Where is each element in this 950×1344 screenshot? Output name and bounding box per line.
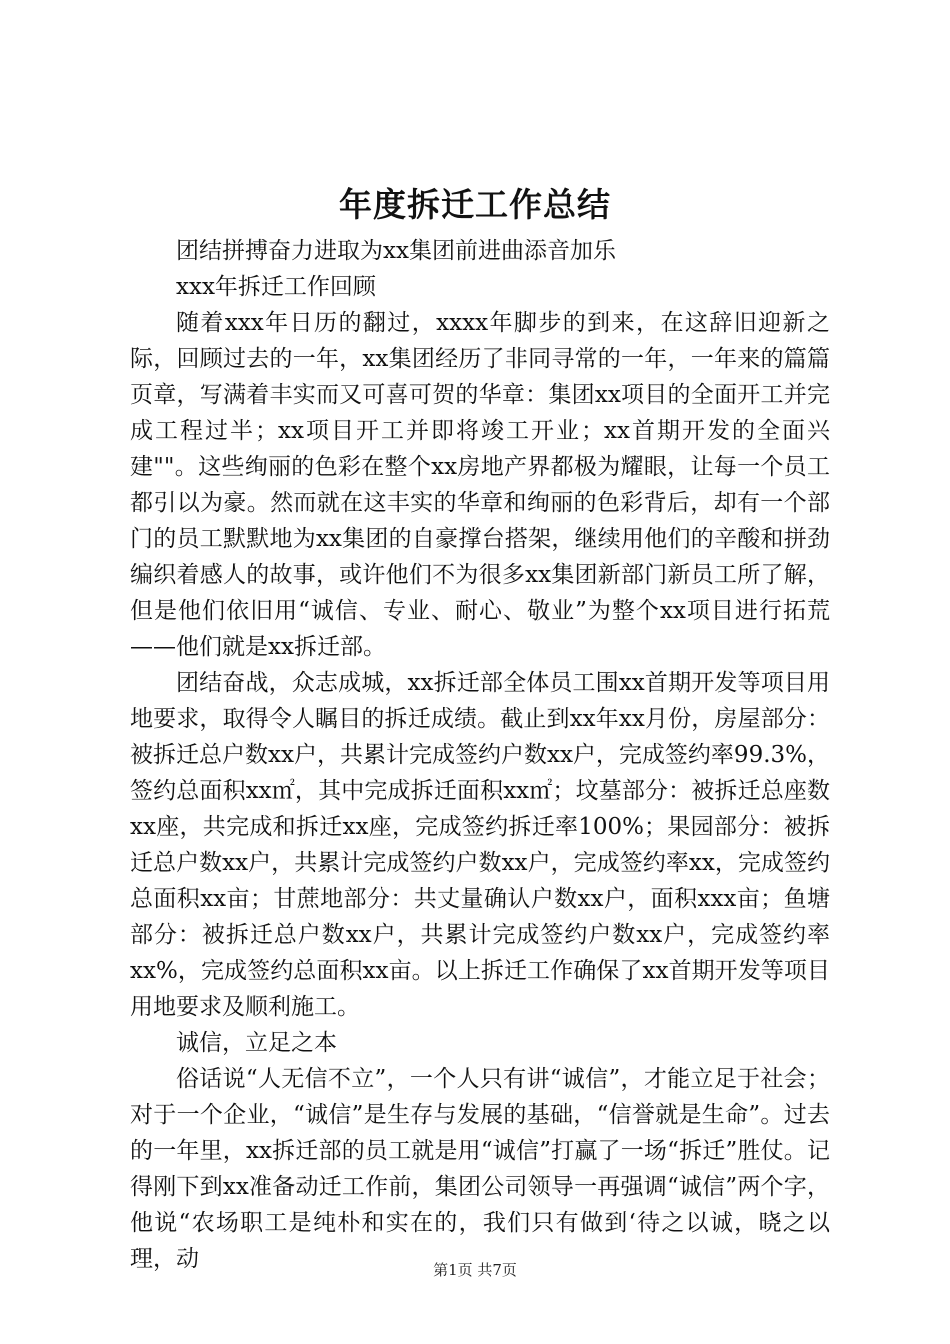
paragraph-integrity: 俗话说“人无信不立”，一个人只有讲“诚信”，才能立足于社会；对于一个企业，“诚信”是生存与发展的基础，“信誉就是生命”。过去的一年里，xx拆迁部的员工就是用“诚信”打赢了一场“拆迁”胜仗。记得刚下到xx准备动迁工作前，集团公司领导一再强调“诚信”两个字，他说“农场职工是纯朴和实在的，我们只有做到‘待之以诚，晓之以理，动 — [130, 1066, 830, 1272]
paragraph-results: 团结奋战，众志成城，xx拆迁部全体员工围xx首期开发等项目用地要求，取得令人瞩目的拆迁成绩。截止到xx年xx月份，房屋部分：被拆迁总户数xx户，共累计完成签约户数xx户，完成签约率99.3%，签约总面积xx㎡，其中完成拆迁面积xx㎡；坟墓部分：被拆迁总座数xx座，共完成和拆迁xx座，完成签约拆迁率100%；果园部分：被拆迁总户数xx户，共累计完成签约户数xx户，完成签约率xx，完成签约总面积xx亩；甘蔗地部分：共丈量确认户数xx户，面积xxx亩；鱼塘部分：被拆迁总户数xx户，共累计完成签约户数xx户，完成签约率xx%，完成签约总面积xx亩。以上拆迁工作确保了xx首期开发等项目用地要求及顺利施工。 — [130, 670, 830, 1020]
paragraph-section-heading: xxx年拆迁工作回顾 — [176, 274, 376, 300]
document-body — [130, 233, 830, 1277]
document-title: 年度拆迁工作总结 — [339, 185, 611, 224]
page-footer: 第1页 共7页 — [433, 1261, 517, 1279]
paragraph-review: 随着xxx年日历的翻过，xxxx年脚步的到来，在这辞旧迎新之际，回顾过去的一年，xx集团经历了非同寻常的一年，一年来的篇篇页章，写满着丰实而又可喜可贺的华章：集团xx项目的全面开工并完成工程过半；xx项目开工并即将竣工开业；xx首期开发的全面兴建""。这些绚丽的色彩在整个xx房地产界都极为耀眼，让每一个员工都引以为豪。然而就在这丰实的华章和绚丽的色彩背后，却有一个部门的员工默默地为xx集团的自豪撑台搭架，继续用他们的辛酸和拼劲编织着感人的故事，或许他们不为很多xx集团新部门新员工所了解，但是他们依旧用“诚信、专业、耐心、敬业”为整个xx项目进行拓荒——他们就是xx拆迁部。 — [130, 310, 830, 660]
paragraph-integrity-heading: 诚信，立足之本 — [176, 1030, 337, 1056]
paragraph-subtitle: 团结拼搏奋力进取为xx集团前进曲添音加乐 — [176, 238, 616, 264]
